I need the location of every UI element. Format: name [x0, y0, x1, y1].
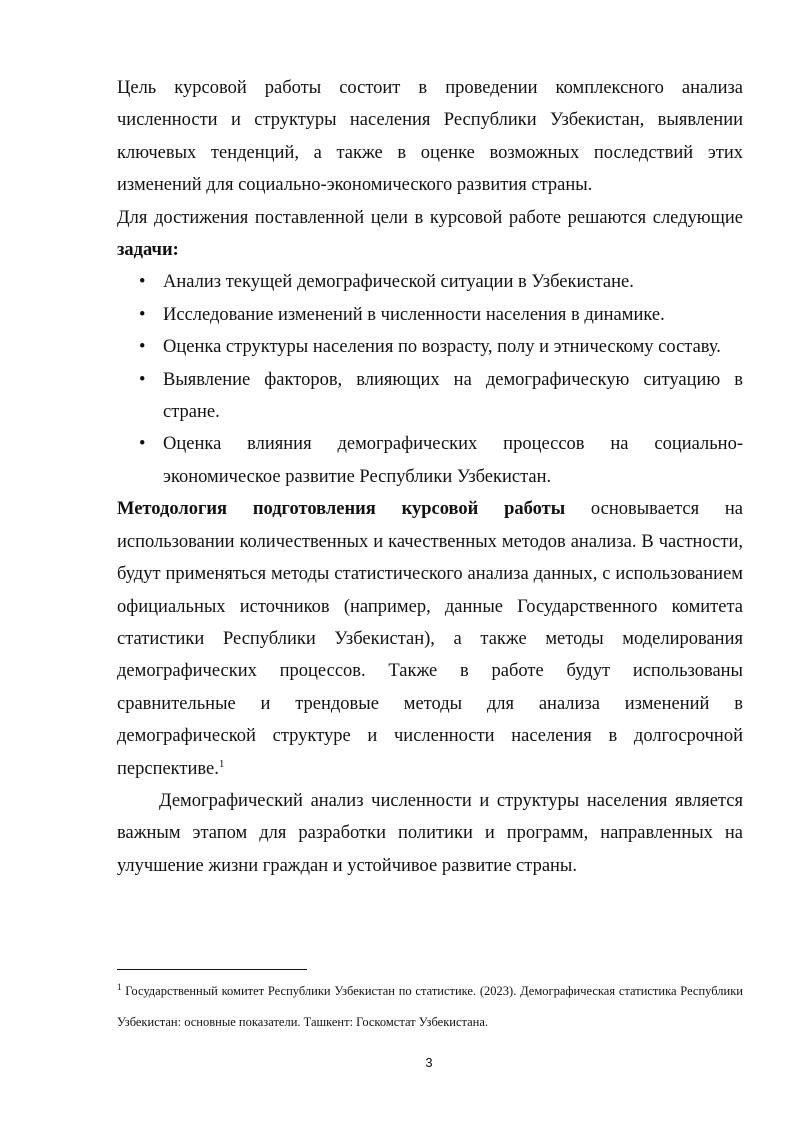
tasks-intro-text: Для достижения поставленной цели в курсовой работе решаются следующие [117, 207, 743, 228]
methodology-heading: Методология подготовления курсовой работы [117, 499, 566, 520]
bullet-icon: • [139, 434, 146, 455]
list-item-text: Исследование изменений в численности населения в динамике. [163, 304, 665, 325]
footnote-marker: 1 [117, 981, 122, 992]
footnote-divider [117, 969, 307, 970]
list-item [117, 266, 743, 298]
main-text [117, 72, 743, 882]
bullet-icon: • [139, 337, 146, 358]
footnote-reference[interactable]: 1 [218, 757, 225, 770]
list-item-text: Выявление факторов, влияющих на демографическую ситуацию в стране. [163, 369, 743, 423]
tasks-list [117, 266, 743, 493]
list-item [117, 428, 743, 493]
page-number: 3 [425, 1055, 433, 1070]
footnote [117, 976, 743, 1038]
methodology-paragraph [117, 493, 743, 785]
footnote-text: Государственный комитет Республики Узбекистан по статистике. (2023). Демографическая статистика Республики Узбекистан: основные показатели. Ташкент: Госкомстат Узбекистана. [117, 984, 743, 1029]
conclusion-paragraph: Демографический анализ численности и структуры населения является важным этапом для разработки политики и программ, направленных на улучшение жизни граждан и устойчивое развитие страны. [117, 790, 743, 876]
bullet-icon: • [139, 369, 146, 390]
tasks-heading: задачи: [117, 240, 179, 261]
bullet-icon: • [139, 272, 146, 293]
list-item [117, 364, 743, 429]
list-item-text: Оценка структуры населения по возрасту, полу и этническому составу. [163, 337, 721, 358]
tasks-intro-paragraph [117, 202, 743, 267]
goal-paragraph: Цель курсовой работы состоит в проведении комплексного анализа численности и структуры населения Республики Узбекистан, выявлении ключевых тенденций, а также в оценке возможных последствий этих изменений для социально-экономического развития страны. [117, 78, 743, 196]
list-item-text: Оценка влияния демографических процессов на социально-экономическое развитие Республики Узбекистан. [163, 434, 743, 487]
methodology-text: основывается на использовании количественных и качественных методов анализа. В частности, будут применяться методы статистического анализа данных, с использованием официальных источников (например, данные Государственного комитета статистики Республики Узбекистан), а также методы моделирования демографических процессов. Также в работе будут использованы сравнительные и трендовые методы для анализа изменений в демографической структуре и численности населения в долгосрочной перспективе. [117, 499, 743, 779]
list-item-text: Анализ текущей демографической ситуации в Узбекистане. [163, 272, 634, 293]
list-item [117, 331, 743, 363]
bullet-icon: • [139, 304, 146, 325]
list-item [117, 299, 743, 331]
